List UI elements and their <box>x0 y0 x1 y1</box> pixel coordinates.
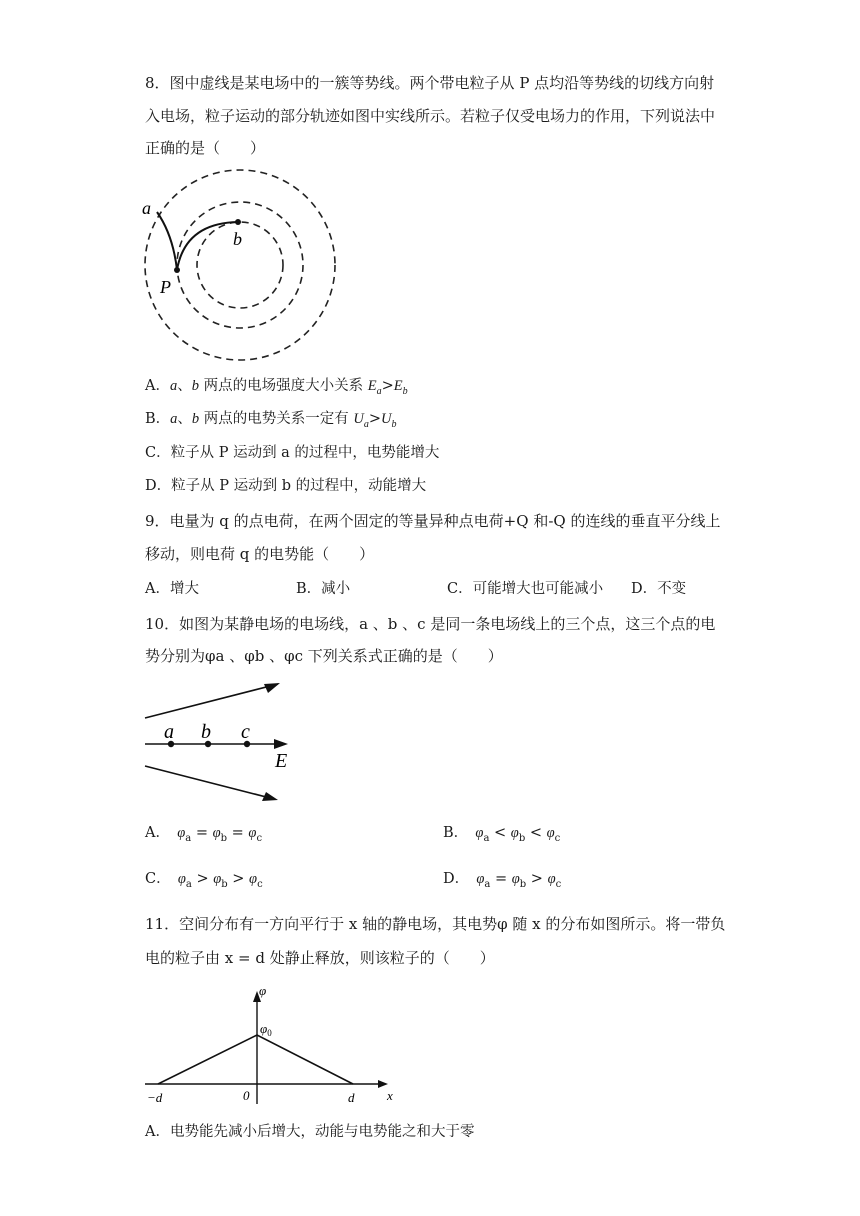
q8-stem-line-3: 正确的是（ ） <box>145 139 266 157</box>
q8-option-a: A．a、b 两点的电场强度大小关系 $E_a>E_b$ <box>145 378 408 397</box>
equipotential-outer <box>145 170 335 360</box>
q10-option-a: A． $\varphi_a = \varphi_b = \varphi_c$ <box>145 825 263 844</box>
q10-field-lines-figure <box>140 678 300 808</box>
q8-equipotential-figure <box>140 165 340 365</box>
q9-option-c: C．可能增大也可能减小 <box>447 581 604 597</box>
field-line-lower <box>145 766 274 799</box>
point-P <box>174 267 180 273</box>
label-b: b <box>233 229 242 249</box>
q8-option-b: B．a、b 两点的电势关系一定有 $U_a>U_b$ <box>145 411 397 430</box>
trajectory-to-b <box>177 222 238 270</box>
label-b: b <box>201 721 211 743</box>
q10-option-c: C． $\varphi_a > \varphi_b > \varphi_c$ <box>145 871 263 890</box>
q9-stem-line-1: 9．电量为 q 的点电荷，在两个固定的等量异种点电荷+Q 和-Q 的连线的垂直平分线上 <box>145 512 721 530</box>
q8-option-d: D．粒子从 P 运动到 b 的过程中，动能增大 <box>145 478 427 494</box>
q10-option-d: D． $\varphi_a = \varphi_b > \varphi_c$ <box>443 871 562 890</box>
q9-option-a: A．增大 <box>145 581 199 597</box>
x-axis-arrow <box>378 1080 388 1088</box>
label-phi: φ <box>259 983 267 998</box>
trajectory-to-a <box>157 212 177 270</box>
q11-option-a: A．电势能先减小后增大，动能与电势能之和大于零 <box>145 1124 475 1140</box>
q10-option-b: B． $\varphi_a < \varphi_b < \varphi_c$ <box>443 825 561 844</box>
q11-potential-graph <box>140 982 400 1112</box>
label-a: a <box>164 721 174 743</box>
label-E: E <box>275 750 288 772</box>
point-b <box>235 219 241 225</box>
q8-stem-line-1: 8．图中虚线是某电场中的一簇等势线。两个带电粒子从 P 点均沿等势线的切线方向射 <box>145 74 715 92</box>
arrowhead-lower <box>262 792 278 801</box>
label-P: P <box>160 277 171 297</box>
q10-stem-line-1: 10．如图为某静电场的电场线，a 、b 、c 是同一条电场线上的三个点，这三个点的电 <box>145 615 716 633</box>
label-c: c <box>241 721 250 743</box>
arrowhead-upper <box>264 683 280 693</box>
q10-stem-line-2: 势分别为φa 、φb 、φc 下列关系式正确的是（ ） <box>145 647 503 665</box>
q11-stem-line-1: 11．空间分布有一方向平行于 x 轴的静电场，其电势φ 随 x 的分布如图所示。将一带负 <box>145 915 726 933</box>
field-line-upper <box>145 684 278 718</box>
label-x: x <box>387 1088 393 1103</box>
label-a: a <box>142 198 151 218</box>
q9-option-b: B．减小 <box>296 581 351 597</box>
label-phi0: $\varphi_0$ <box>260 1021 272 1038</box>
q11-stem-line-2: 电的粒子由 x = d 处静止释放，则该粒子的（ ） <box>145 949 495 967</box>
label-neg-d: −d <box>147 1090 163 1105</box>
potential-curve <box>158 1035 353 1084</box>
q8-option-c: C．粒子从 P 运动到 a 的过程中，电势能增大 <box>145 445 440 461</box>
label-d: d <box>348 1090 355 1105</box>
label-zero: 0 <box>243 1088 250 1103</box>
q9-stem-line-2: 移动，则电荷 q 的电势能（ ） <box>145 545 375 563</box>
arrowhead-middle <box>274 739 288 749</box>
q9-option-d: D．不变 <box>631 581 687 597</box>
q8-stem-line-2: 入电场，粒子运动的部分轨迹如图中实线所示。若粒子仅受电场力的作用，下列说法中 <box>145 107 716 125</box>
